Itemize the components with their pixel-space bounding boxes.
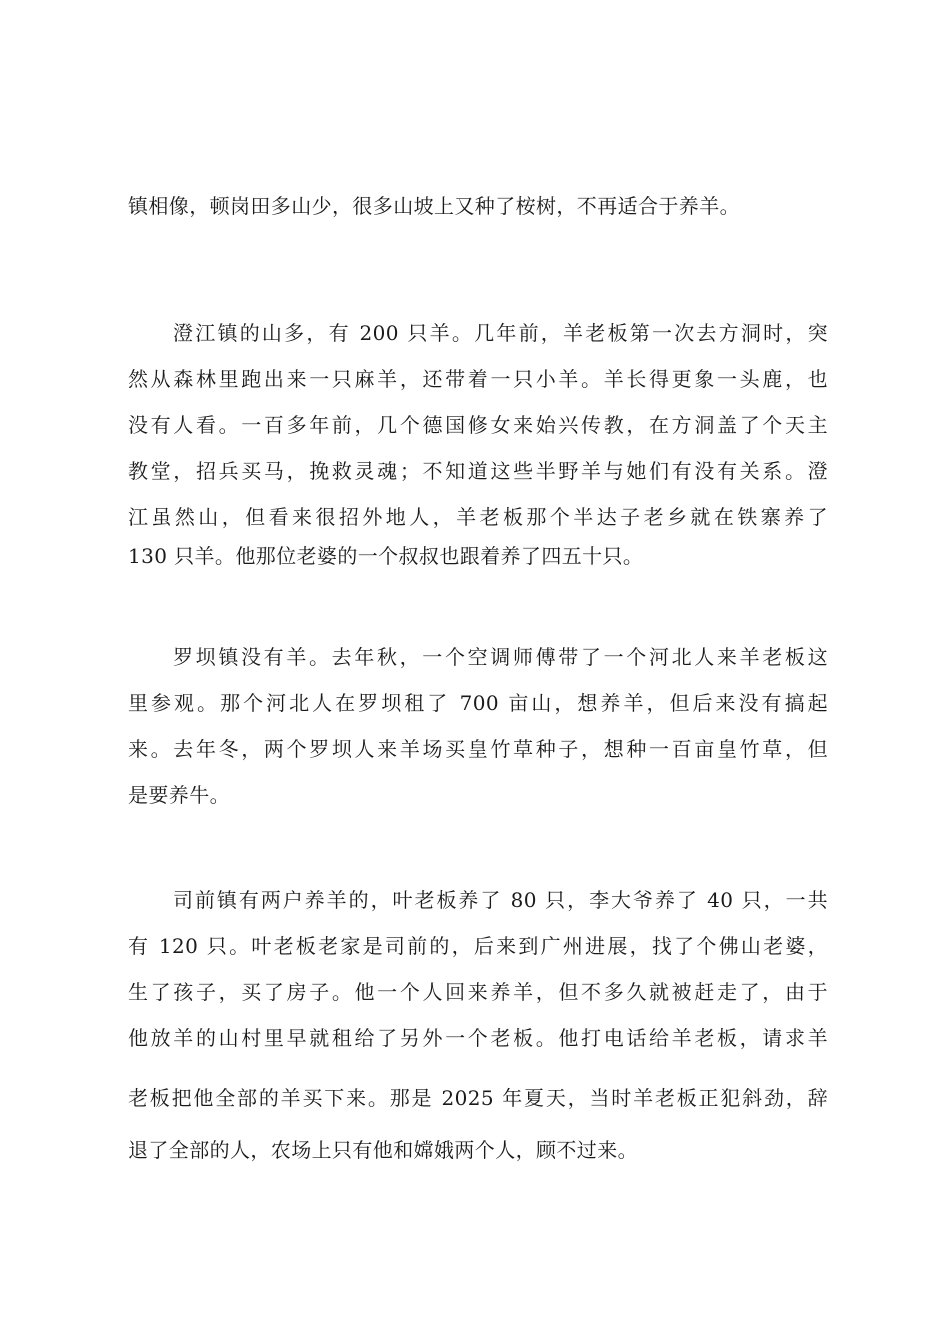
paragraph-2-line-2: 然从森林里跑出来一只麻羊，还带着一只小羊。羊长得更象一头鹿，也 [128,367,828,391]
paragraph-4-line-5: 老板把他全部的羊买下来。那是 2025 年夏天，当时羊老板正犯斜劲，辞 [128,1086,828,1110]
paragraph-2-line-1: 澄江镇的山多，有 200 只羊。几年前，羊老板第一次去方洞时，突 [173,321,828,345]
paragraph-4-line-4: 他放羊的山村里早就租给了另外一个老板。他打电话给羊老板，请求羊 [128,1026,828,1050]
paragraph-2-line-3: 没有人看。一百多年前，几个德国修女来始兴传教，在方洞盖了个天主 [128,413,828,437]
paragraph-2-line-5: 江虽然山，但看来很招外地人，羊老板那个半达子老乡就在铁寨养了 [128,505,828,529]
paragraph-4-line-1: 司前镇有两户养羊的，叶老板养了 80 只，李大爷养了 40 只，一共 [173,888,828,912]
paragraph-3-line-2: 里参观。那个河北人在罗坝租了 700 亩山，想养羊，但后来没有搞起 [128,691,828,715]
paragraph-3-line-3: 来。去年冬，两个罗坝人来羊场买皇竹草种子，想种一百亩皇竹草，但 [128,737,828,761]
paragraph-4-line-3: 生了孩子，买了房子。他一个人回来养羊，但不多久就被赶走了，由于 [128,980,828,1004]
paragraph-2-line-4: 教堂，招兵买马，挽救灵魂；不知道这些半野羊与她们有没有关系。澄 [128,459,828,483]
paragraph-3-line-1: 罗坝镇没有羊。去年秋，一个空调师傅带了一个河北人来羊老板这 [173,645,828,669]
paragraph-1-line-1: 镇相像，顿岗田多山少，很多山坡上又种了桉树，不再适合于养羊。 [128,194,740,218]
paragraph-4-line-6: 退了全部的人，农场上只有他和嫦娥两个人，顾不过来。 [128,1138,638,1162]
paragraph-3-line-4: 是要养牛。 [128,783,230,807]
paragraph-2-line-6: 130 只羊。他那位老婆的一个叔叔也跟着养了四五十只。 [128,544,644,568]
paragraph-4-line-2: 有 120 只。叶老板老家是司前的，后来到广州进展，找了个佛山老婆， [128,934,828,958]
